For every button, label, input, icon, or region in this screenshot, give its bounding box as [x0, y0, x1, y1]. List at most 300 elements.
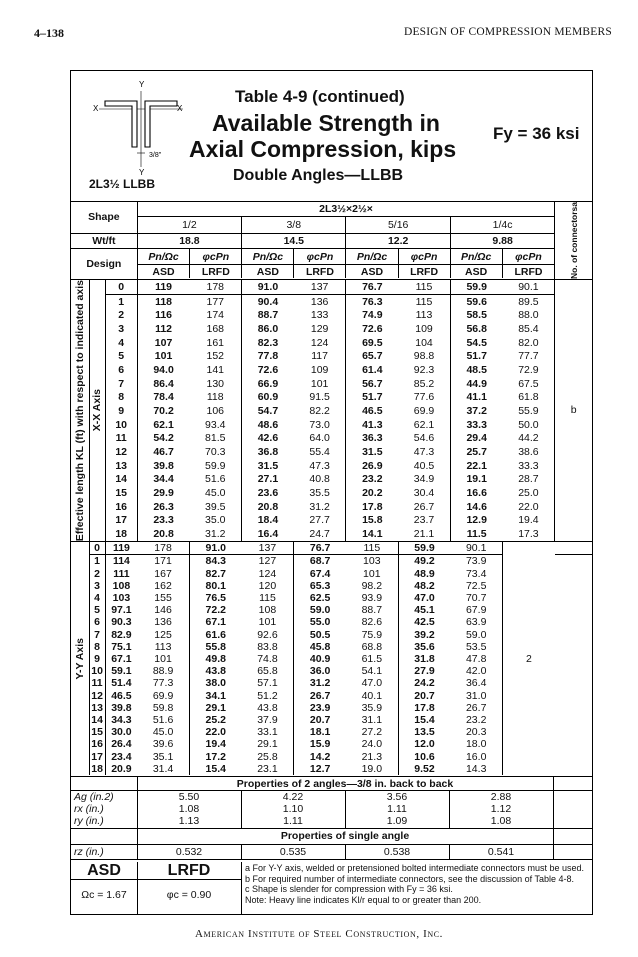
asd-value: 50.5 [309, 628, 331, 641]
table-title-line1: Table 4-9 (continued) [235, 87, 405, 106]
kl-value: 4 [105, 336, 137, 350]
asd-value: 82.7 [205, 567, 226, 580]
asd-value: 15.9 [309, 738, 331, 751]
table-row [71, 350, 592, 364]
lrfd-value: 93.9 [346, 592, 398, 604]
lrfd-value: 35.0 [189, 514, 241, 528]
asd-value: 20.8 [153, 528, 174, 541]
section-name: 2L3½ LLBB [89, 177, 156, 191]
asd-value: 47.0 [414, 591, 435, 604]
table-row [71, 377, 592, 391]
lrfd-value: 141 [189, 363, 241, 377]
asd-value: 20.7 [309, 714, 331, 727]
lrfd-value: 39.6 [137, 738, 189, 750]
lrfd-value: 45.0 [189, 486, 241, 500]
lrfd-value: 91.5 [294, 391, 346, 405]
kl-value: 8 [89, 641, 105, 653]
lrfd-value: 39.5 [189, 500, 241, 514]
pn-asd-header: Pn/Ωc [346, 249, 398, 264]
lrfd-value: 69.9 [137, 690, 189, 702]
asd-value: 59.9 [466, 280, 487, 293]
table-row [71, 294, 592, 308]
asd-value: 29.9 [153, 486, 174, 499]
asd-value: 26.3 [153, 500, 174, 513]
footnotes [245, 863, 590, 905]
lrfd-value: 146 [137, 604, 189, 616]
lrfd-value: 51.6 [189, 473, 241, 487]
lrfd-value: 61.8 [503, 391, 555, 405]
kl-value: 17 [105, 514, 137, 528]
asd-value: 48.2 [414, 579, 435, 592]
asd-value: 82.9 [111, 628, 132, 641]
rx-value: 1.12 [449, 803, 553, 815]
ry-label: ry (in.) [71, 815, 137, 828]
xx-axis-label: X-X Axis [90, 389, 103, 432]
asd-value: 16.6 [466, 486, 487, 499]
weight-1: 18.8 [137, 234, 241, 249]
lrfd-value: 81.5 [189, 432, 241, 446]
kl-value: 7 [105, 377, 137, 391]
lrfd-value: 124 [242, 568, 294, 580]
lrfd-value: 115 [398, 279, 450, 294]
asd-value: 26.4 [111, 738, 132, 751]
rx-value: 1.08 [137, 803, 241, 815]
lrfd-value: 25.8 [242, 751, 294, 763]
lrfd-value: 82.6 [346, 616, 398, 628]
lrfd-value: 75.9 [346, 629, 398, 641]
asd-value: 70.2 [153, 404, 174, 417]
lrfd-value: 74.8 [242, 653, 294, 665]
table-title-line3: Axial Compression, kips [189, 136, 457, 162]
table-row [71, 542, 592, 555]
rz-value: 0.535 [241, 844, 345, 859]
lrfd-value: 24.7 [294, 527, 346, 541]
rz-value: 0.538 [345, 844, 449, 859]
asd-value: 31.8 [414, 653, 435, 665]
lrfd-value: 31.1 [346, 714, 398, 726]
asd-value: 11.5 [466, 528, 487, 541]
lrfd-value: 37.9 [242, 714, 294, 726]
lrfd-value: 16.0 [450, 751, 502, 763]
asd-value: 55.8 [205, 640, 226, 653]
footnote-note: Note: Heavy line indicates Kl/r equal to or greater than 200. [245, 894, 482, 905]
asd-value: 20.9 [111, 762, 132, 775]
lrfd-value: 35.9 [346, 702, 398, 714]
strength-table [71, 201, 592, 775]
lrfd-value: 103 [346, 555, 398, 568]
lrfd-value: 92.3 [398, 363, 450, 377]
lrfd-value: 171 [137, 555, 189, 568]
asd-value: 39.8 [153, 459, 174, 472]
design-label: Design [71, 249, 137, 280]
asd-value: 76.3 [362, 295, 383, 308]
table-row [71, 309, 592, 323]
rx-value: 1.11 [345, 803, 449, 815]
lrfd-value: 64.0 [294, 432, 346, 446]
lrfd-value: 35.5 [294, 486, 346, 500]
lrfd-value: 23.7 [398, 514, 450, 528]
asd-value: 86.4 [153, 377, 174, 390]
effective-length-axis-label: Effective length KL (ft) with respect to indicated axis [73, 279, 86, 542]
asd-value: 67.1 [205, 616, 226, 629]
asd-value: 45.8 [309, 640, 331, 653]
weight-2: 14.5 [242, 234, 346, 249]
lrfd-value: 45.0 [137, 726, 189, 738]
lrfd-value: 98.2 [346, 580, 398, 592]
lrfd-value: 27.2 [346, 726, 398, 738]
lrfd-value: 27.7 [294, 514, 346, 528]
asd-value: 46.7 [153, 445, 174, 458]
factor-asd-header: ASD [71, 862, 138, 880]
lrfd-value: 29.1 [242, 738, 294, 750]
asd-value: 22.0 [205, 726, 226, 739]
kl-value: 12 [89, 690, 105, 702]
lrfd-value: 22.0 [503, 500, 555, 514]
factors-notes-block [71, 862, 592, 914]
yy-axis-label: Y-Y Axis [73, 637, 86, 680]
lrfd-value: 77.6 [398, 391, 450, 405]
asd-value: 101 [154, 350, 173, 363]
kl-value: 1 [89, 555, 105, 568]
lrfd-value: 77.3 [137, 677, 189, 689]
lrfd-value: 21.3 [346, 751, 398, 763]
weight-3: 12.2 [346, 234, 450, 249]
lrfd-value: 101 [294, 377, 346, 391]
asd-value: 41.3 [362, 418, 383, 431]
rx-label: rx (in.) [71, 803, 137, 815]
kl-value: 5 [105, 350, 137, 364]
ag-value: 3.56 [345, 791, 449, 804]
asd-value: 46.5 [111, 689, 132, 702]
asd-value: 48.6 [257, 418, 279, 431]
lrfd-value: 108 [242, 604, 294, 616]
asd-value: 23.4 [111, 750, 132, 763]
asd-value: 58.5 [466, 309, 487, 322]
asd-value: 82.3 [257, 336, 279, 349]
lrfd-value: 26.7 [398, 500, 450, 514]
asd-value: 20.8 [257, 500, 279, 513]
asd-value: 55.0 [309, 616, 331, 629]
asd-value: 20.7 [414, 689, 435, 702]
kl-value: 13 [105, 459, 137, 473]
lrfd-value: 47.3 [294, 459, 346, 473]
lrfd-value: 178 [189, 279, 241, 294]
thickness-3: 5/16 [346, 217, 450, 234]
xx-connector-count: b [570, 404, 577, 417]
asd-value: 59.9 [414, 542, 435, 555]
asd-value: 114 [112, 555, 130, 568]
asd-value: 39.2 [414, 628, 435, 641]
ag-label: Ag (in.2) [71, 791, 137, 804]
asd-value: 67.4 [309, 567, 331, 580]
kl-value: 1 [105, 294, 137, 308]
asd-value: 91.0 [205, 542, 226, 555]
table-row [71, 404, 592, 418]
lrfd-value: 129 [294, 322, 346, 336]
lrfd-value: 93.4 [189, 418, 241, 432]
asd-value: 61.6 [205, 628, 226, 641]
asd-value: 61.4 [362, 363, 383, 376]
asd-value: 69.5 [362, 336, 383, 349]
asd-value: 60.9 [257, 391, 279, 404]
lrfd-value: 113 [137, 641, 189, 653]
lrfd-value: 53.5 [450, 641, 502, 653]
asd-value: 42.6 [257, 432, 279, 445]
asd-value: 23.9 [309, 701, 331, 714]
kl-value: 2 [105, 309, 137, 323]
lrfd-value: 101 [242, 616, 294, 628]
lrfd-value: 40.5 [398, 459, 450, 473]
kl-value: 3 [89, 580, 105, 592]
kl-value: 0 [89, 542, 105, 555]
kl-value: 9 [105, 404, 137, 418]
rz-label: rz (in.) [71, 844, 137, 859]
lrfd-value: 24.0 [346, 738, 398, 750]
kl-value: 10 [105, 418, 137, 432]
table-row [71, 418, 592, 432]
asd-value: 86.0 [257, 322, 279, 335]
asd-value: 90.3 [111, 616, 132, 629]
properties-table [71, 776, 592, 860]
lrfd-header: LRFD [190, 264, 242, 278]
kl-value: 16 [89, 738, 105, 750]
asd-value: 26.7 [309, 689, 331, 702]
table-subtitle: Double Angles—LLBB [233, 167, 404, 184]
props2-title: Properties of 2 angles—3/8 in. back to back [137, 777, 553, 791]
lrfd-value: 59.8 [137, 702, 189, 714]
asd-value: 72.6 [257, 363, 279, 376]
asd-value: 9.52 [414, 762, 435, 775]
table-row [71, 514, 592, 528]
asd-value: 29.4 [466, 432, 487, 445]
asd-value: 36.3 [362, 432, 383, 445]
lrfd-value: 124 [294, 336, 346, 350]
asd-value: 49.2 [414, 555, 435, 568]
lrfd-header: LRFD [398, 264, 450, 278]
asd-value: 112 [155, 322, 173, 335]
asd-value: 15.8 [362, 514, 383, 527]
asd-value: 65.7 [362, 350, 383, 363]
shape-label: Shape [71, 202, 137, 234]
asd-value: 15.4 [414, 714, 435, 727]
asd-value: 31.5 [362, 445, 383, 458]
lrfd-header: LRFD [294, 264, 346, 278]
lrfd-value: 113 [398, 309, 450, 323]
lrfd-value: 115 [346, 542, 398, 555]
lrfd-value: 133 [294, 309, 346, 323]
asd-value: 62.1 [153, 418, 174, 431]
asd-value: 34.1 [205, 689, 226, 702]
lrfd-value: 63.9 [450, 616, 502, 628]
method-header [138, 249, 555, 278]
yield-strength-label: Fy = 36 ksi [493, 124, 580, 143]
lrfd-value: 33.1 [242, 726, 294, 738]
lrfd-value: 85.4 [503, 322, 555, 336]
kl-value: 4 [89, 592, 105, 604]
lrfd-value: 54.1 [346, 665, 398, 677]
table-row [71, 336, 592, 350]
asd-value: 65.3 [309, 579, 331, 592]
asd-value: 27.1 [257, 473, 279, 486]
kl-value: 10 [89, 665, 105, 677]
asd-value: 118 [155, 295, 173, 308]
asd-value: 51.4 [111, 677, 132, 690]
ry-value: 1.08 [449, 815, 553, 828]
lrfd-value: 104 [398, 336, 450, 350]
lrfd-value: 70.7 [450, 592, 502, 604]
kl-value: 16 [105, 500, 137, 514]
lrfd-value: 21.1 [398, 527, 450, 541]
lrfd-value: 26.7 [450, 702, 502, 714]
lrfd-value: 92.6 [242, 629, 294, 641]
kl-value: 11 [105, 432, 137, 446]
table-row [71, 279, 592, 294]
lrfd-value: 44.2 [503, 432, 555, 446]
xx-axis-rows [71, 279, 592, 541]
lrfd-value: 174 [189, 309, 241, 323]
ag-value: 5.50 [137, 791, 241, 804]
asd-value: 34.3 [111, 714, 132, 727]
lrfd-value: 36.4 [450, 677, 502, 689]
asd-value: 49.8 [205, 653, 226, 665]
pn-asd-header: Pn/Ωc [138, 249, 190, 264]
kl-value: 18 [89, 763, 105, 775]
table-frame [70, 70, 593, 915]
asd-header: ASD [242, 264, 294, 278]
lrfd-value: 77.7 [503, 350, 555, 364]
asd-value: 20.2 [362, 486, 383, 499]
asd-value: 78.4 [153, 391, 174, 404]
asd-value: 76.7 [362, 280, 383, 293]
asd-value: 91.0 [257, 280, 279, 293]
asd-value: 108 [112, 579, 131, 592]
ry-value: 1.09 [345, 815, 449, 828]
asd-value: 54.7 [257, 404, 279, 417]
lrfd-value: 115 [398, 294, 450, 308]
asd-value: 88.7 [257, 309, 279, 322]
lrfd-value: 25.0 [503, 486, 555, 500]
yy-axis-rows [71, 542, 592, 775]
page-number: 4–138 [34, 26, 64, 40]
pn-lrfd-header: φcPn [398, 249, 450, 264]
diagram-gap-label: 3/8" [149, 152, 162, 159]
asd-value: 14.2 [309, 750, 331, 763]
lrfd-value: 33.3 [503, 459, 555, 473]
lrfd-value: 20.3 [450, 726, 502, 738]
lrfd-value: 31.0 [450, 690, 502, 702]
asd-value: 90.4 [257, 295, 279, 308]
kl-value: 2 [89, 568, 105, 580]
wtft-label: Wt/ft [71, 234, 137, 249]
asd-value: 30.0 [111, 726, 132, 739]
asd-value: 14.6 [466, 500, 487, 513]
asd-value: 14.1 [362, 528, 383, 541]
lrfd-value: 23.1 [242, 763, 294, 775]
yy-connector-count: 2 [526, 652, 532, 665]
lrfd-value: 168 [189, 322, 241, 336]
lrfd-value: 40.8 [294, 473, 346, 487]
asd-value: 75.1 [111, 640, 132, 653]
asd-value: 51.7 [466, 350, 487, 363]
lrfd-value: 167 [137, 568, 189, 580]
asd-value: 67.1 [111, 653, 132, 665]
asd-value: 80.1 [205, 579, 226, 592]
asd-value: 23.3 [153, 514, 174, 527]
kl-value: 0 [105, 279, 137, 294]
asd-value: 12.7 [309, 762, 331, 775]
lrfd-value: 34.9 [398, 473, 450, 487]
asd-value: 54.2 [153, 432, 174, 445]
asd-value: 41.1 [466, 391, 487, 404]
lrfd-value: 90.1 [503, 279, 555, 294]
connectors-label: No. of connectorsa [568, 202, 579, 279]
lrfd-value: 51.6 [137, 714, 189, 726]
asd-value: 51.7 [362, 391, 383, 404]
asd-value: 29.1 [205, 701, 226, 714]
lrfd-value: 90.1 [450, 542, 502, 555]
table-row [71, 500, 592, 514]
lrfd-value: 109 [398, 322, 450, 336]
table-row [71, 322, 592, 336]
table-row [71, 391, 592, 405]
asd-value: 33.3 [466, 418, 487, 431]
asd-value: 84.3 [205, 555, 226, 568]
lrfd-value: 137 [294, 279, 346, 294]
asd-value: 25.7 [466, 445, 487, 458]
asd-value: 26.9 [362, 459, 383, 472]
asd-value: 31.5 [257, 459, 279, 472]
lrfd-value: 88.7 [346, 604, 398, 616]
table-row [71, 527, 592, 541]
table-row [71, 363, 592, 377]
lrfd-value: 162 [137, 580, 189, 592]
asd-value: 36.8 [257, 445, 279, 458]
diagram-y-top: Y [139, 80, 145, 89]
lrfd-header: LRFD [514, 265, 543, 278]
diagram-x-left: X [93, 104, 99, 113]
kl-value: 11 [89, 677, 105, 689]
lrfd-value: 137 [242, 542, 294, 555]
lrfd-value: 31.2 [189, 527, 241, 541]
asd-value: 66.9 [257, 377, 279, 390]
lrfd-value: 30.4 [398, 486, 450, 500]
rx-value: 1.10 [241, 803, 345, 815]
asd-value: 103 [112, 591, 131, 604]
diagram-y-bottom: Y [139, 168, 145, 177]
footnote-c: c Shape is slender for compression with Fy = 36 ksi. [245, 884, 453, 895]
kl-value: 15 [89, 726, 105, 738]
lrfd-value: 72.5 [450, 580, 502, 592]
lrfd-value: 65.8 [242, 665, 294, 677]
lrfd-value: 136 [137, 616, 189, 628]
lrfd-value: 17.3 [503, 527, 555, 541]
lrfd-value: 67.9 [450, 604, 502, 616]
asd-value: 35.6 [414, 640, 435, 653]
thickness-4: 1/4c [450, 217, 554, 234]
asd-value: 56.7 [362, 377, 383, 390]
kl-value: 6 [105, 363, 137, 377]
asd-value: 111 [113, 567, 130, 580]
diagram-x-right: X [177, 104, 183, 113]
thickness-2: 3/8 [242, 217, 346, 234]
pn-asd-header: Pn/Ωc [242, 249, 294, 264]
lrfd-value: 73.4 [450, 568, 502, 580]
table-row [71, 459, 592, 473]
lrfd-value: 43.8 [242, 702, 294, 714]
table-row [71, 445, 592, 459]
asd-value: 17.2 [205, 750, 226, 763]
lrfd-value: 82.0 [503, 336, 555, 350]
